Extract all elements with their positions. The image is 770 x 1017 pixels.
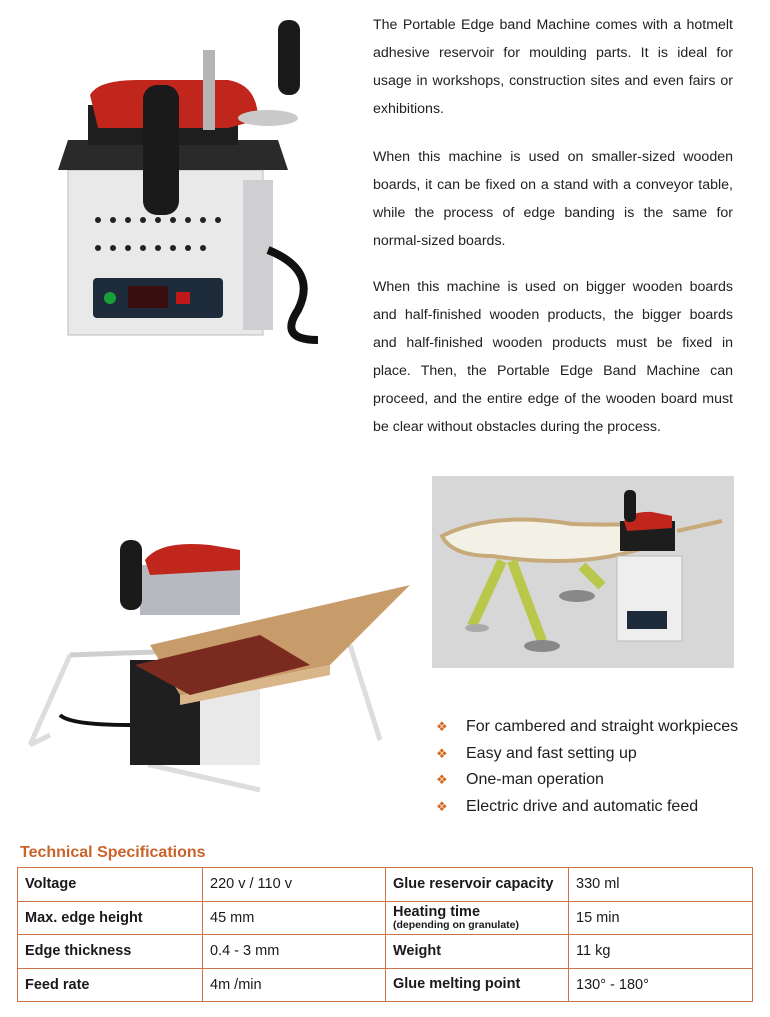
spec-key: Voltage [18, 868, 203, 902]
spec-value: 0.4 - 3 mm [203, 935, 386, 969]
description-paragraph-1: The Portable Edge band Machine comes with a hotmelt adhesive reservoir for moulding parts. It is ideal for usage in workshops, construction sites and even fairs or exhibitions. [373, 17, 733, 117]
feature-item [436, 767, 738, 794]
spec-key-label: Glue reservoir capacity [393, 875, 554, 892]
spec-key [386, 901, 569, 935]
feature-item [436, 741, 738, 768]
spec-key [386, 968, 569, 1002]
specs-title: Technical Specifications [20, 844, 206, 861]
table-photo [432, 476, 734, 668]
spec-key-note: (depending on granulate) [393, 918, 519, 931]
spec-key [386, 935, 569, 969]
machine-photo [28, 10, 348, 345]
spec-key: Feed rate [18, 968, 203, 1002]
spec-value: 220 v / 110 v [203, 868, 386, 902]
diamond-bullet-icon: ❖ [436, 745, 448, 761]
feature-text: One-man operation [466, 771, 604, 788]
spec-value: 4m /min [203, 968, 386, 1002]
spec-key: Max. edge height [18, 901, 203, 935]
feature-list [436, 714, 738, 820]
description-paragraph-2: When this machine is used on smaller-sized wooden boards, it can be fixed on a stand with a conveyor table, while the process of edge banding is the same for normal-sized boards. [373, 149, 733, 249]
spec-value: 330 ml [569, 868, 753, 902]
spec-value: 15 min [569, 901, 753, 935]
table-row [18, 935, 753, 969]
diamond-bullet-icon: ❖ [436, 719, 448, 734]
description-paragraph-3: When this machine is used on bigger wooden boards and half-finished wooden products, the bigger boards and half-finished wooden products must be fixed in place. Then, the Portable Edge Band Machine can proceed, and the entire edge of the wooden board must be clear without obstacles during the process. [373, 279, 733, 435]
spec-value: 11 kg [569, 935, 753, 969]
spec-value: 130° - 180° [569, 968, 753, 1002]
table-row [18, 968, 753, 1002]
feature-text: Easy and fast setting up [466, 744, 637, 762]
feature-text: Electric drive and automatic feed [466, 797, 699, 815]
spec-key-label: Glue melting point [393, 976, 521, 993]
spec-key-label: Heating time [393, 903, 481, 920]
diamond-bullet-icon: ❖ [436, 798, 448, 814]
feature-item [436, 794, 738, 821]
diamond-bullet-icon: ❖ [436, 772, 448, 787]
table-row [18, 868, 753, 902]
specs-table [17, 867, 753, 1002]
spec-key-label: Weight [393, 942, 442, 959]
feature-item [436, 714, 738, 741]
table-row [18, 901, 753, 935]
spec-value: 45 mm [203, 901, 386, 935]
feature-text: For cambered and straight workpieces [466, 718, 739, 735]
spec-key [386, 868, 569, 902]
spec-key: Edge thickness [18, 935, 203, 969]
stand-photo [10, 525, 420, 825]
